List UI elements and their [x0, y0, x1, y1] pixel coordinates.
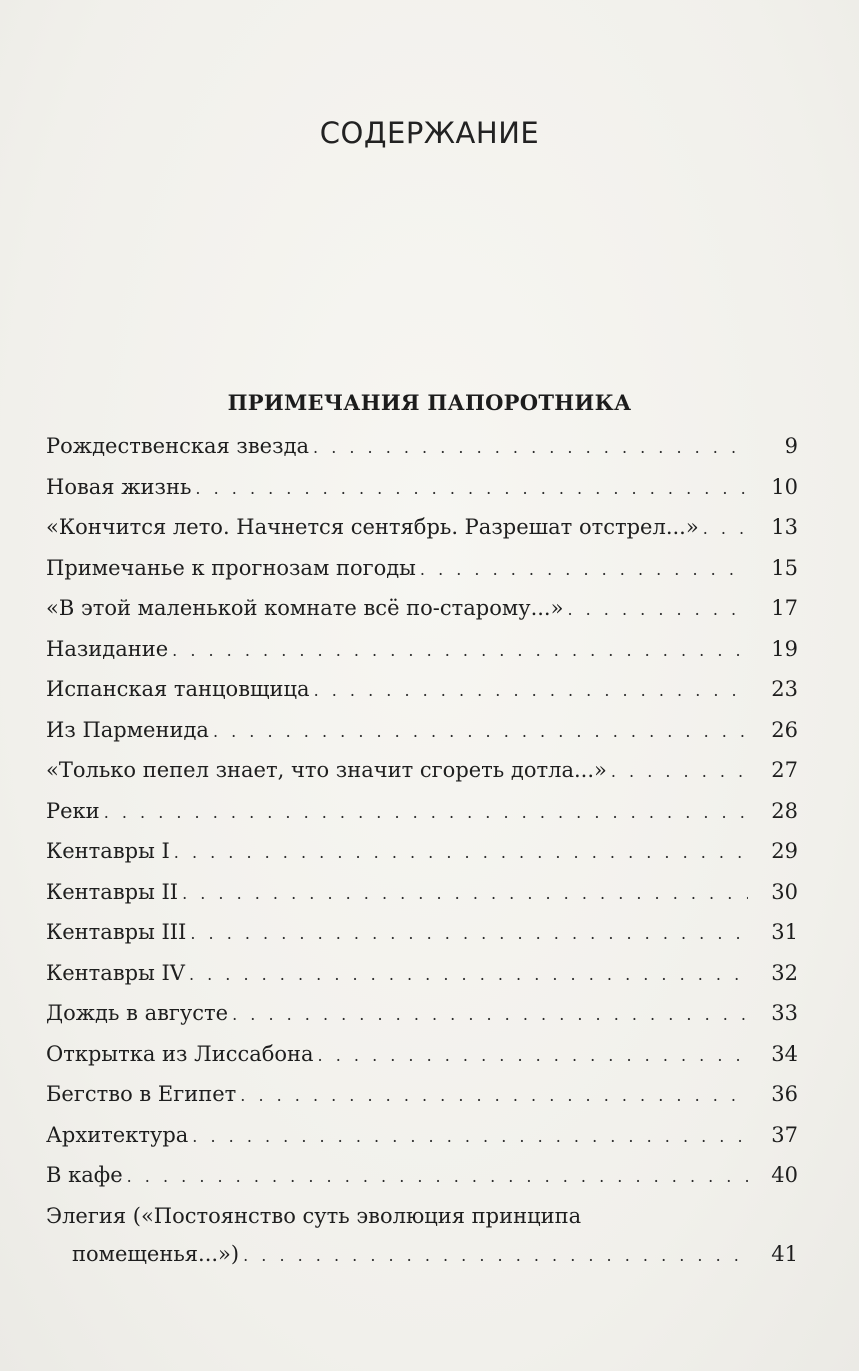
toc-entry-title-line1: Элегия («Постоянство суть эволюция принципа [46, 1203, 582, 1228]
toc-entry[interactable] [46, 669, 798, 710]
toc-entry-title: Открытка из Лиссабона [46, 1041, 314, 1066]
section-heading: ПРИМЕЧАНИЯ ПАПОРОТНИКА [227, 390, 632, 415]
toc-entry-page: 30 [771, 879, 798, 904]
dot-leader [314, 671, 748, 712]
toc-entry-page: 9 [784, 434, 798, 458]
toc-entry-page: 27 [771, 758, 798, 782]
dot-leader [190, 914, 748, 955]
toc-entry-page: 15 [771, 555, 798, 580]
toc-entry-page: 33 [771, 1001, 798, 1025]
dot-leader [127, 1157, 748, 1198]
dot-leader [420, 550, 748, 591]
toc-entry-page: 36 [771, 1082, 798, 1106]
toc-entry-title: Рождественская звезда [46, 434, 310, 458]
toc-entry[interactable] [46, 1115, 798, 1156]
toc-entry-title: Кентавры II [46, 879, 179, 904]
toc-entry-title: Испанская танцовщица [46, 677, 310, 701]
toc-entry-page: 26 [771, 717, 798, 742]
toc-entry[interactable] [46, 750, 798, 791]
toc-entry-page: 10 [771, 474, 798, 499]
toc-entry-page: 34 [771, 1041, 798, 1066]
toc-entry-title-line2: помещенья...») [72, 1241, 240, 1266]
toc-entry-title: Архитектура [46, 1122, 189, 1147]
toc-entry[interactable] [46, 629, 798, 670]
dot-leader [232, 995, 748, 1036]
toc-entry[interactable] [46, 993, 798, 1034]
toc-entry-title: Новая жизнь [46, 474, 192, 499]
toc-entry-title: Кентавры IV [46, 960, 185, 985]
toc-entry-page: 13 [771, 515, 798, 539]
toc-entry-title: «В этой маленькой комнате всё по-старому...» [46, 596, 564, 620]
toc-entry[interactable] [46, 1034, 798, 1075]
toc-entry[interactable] [46, 831, 798, 872]
toc-entry-title: Дождь в августе [46, 1001, 229, 1025]
toc-entry-multiline[interactable] [46, 1196, 798, 1272]
toc-entry-title: «Кончится лето. Начнется сентябрь. Разрешат отстрел...» [46, 515, 699, 539]
toc-entry-page: 23 [771, 677, 798, 701]
dot-leader [189, 955, 748, 996]
toc-entry-title: Кентавры III [46, 920, 187, 944]
toc-entry-title: Примечанье к прогнозам погоды [46, 555, 416, 580]
toc-entry-title: «Только пепел знает, что значит сгореть дотла...» [46, 758, 607, 782]
toc-entry[interactable] [46, 507, 798, 548]
dot-leader [611, 752, 748, 793]
dot-leader [567, 590, 748, 631]
toc-entry[interactable] [46, 953, 798, 994]
page-title: СОДЕРЖАНИЕ [319, 116, 540, 150]
toc-entry-title: Бегство в Египет [46, 1082, 237, 1106]
toc-entry-page: 41 [771, 1241, 798, 1266]
toc-entry-title: Из Парменида [46, 717, 209, 742]
toc-entry-page: 29 [771, 839, 798, 863]
toc-entry-title: Реки [46, 798, 100, 823]
dot-leader [174, 833, 748, 874]
toc-entry[interactable] [46, 710, 798, 751]
toc-entry-page: 37 [771, 1122, 798, 1147]
toc-entry-page: 31 [771, 920, 798, 944]
toc-entry-title: Назидание [46, 636, 169, 661]
toc-entry-page: 40 [771, 1163, 798, 1187]
dot-leader [313, 428, 748, 469]
table-of-contents [46, 426, 798, 1272]
toc-entry[interactable] [46, 467, 798, 508]
dot-leader [243, 1238, 748, 1274]
dot-leader [213, 712, 748, 753]
toc-entry-page: 19 [771, 636, 798, 661]
dot-leader [195, 469, 748, 510]
dot-leader [172, 631, 748, 672]
dot-leader [104, 793, 748, 834]
toc-entry-title: Кентавры I [46, 839, 170, 863]
toc-entry-page: 28 [771, 798, 798, 823]
toc-entry[interactable] [46, 588, 798, 629]
dot-leader [318, 1036, 748, 1077]
toc-entry-page: 32 [771, 960, 798, 985]
toc-entry[interactable] [46, 1155, 798, 1196]
toc-entry-title-line2-row [46, 1236, 798, 1272]
dot-leader [192, 1117, 748, 1158]
toc-entry[interactable] [46, 872, 798, 913]
toc-entry[interactable] [46, 791, 798, 832]
toc-entry[interactable] [46, 912, 798, 953]
toc-entry-title: В кафе [46, 1163, 123, 1187]
toc-entry[interactable] [46, 1074, 798, 1115]
toc-entry[interactable] [46, 426, 798, 467]
dot-leader [240, 1076, 748, 1117]
toc-entry-page: 17 [771, 596, 798, 620]
dot-leader [703, 509, 748, 550]
dot-leader [182, 874, 748, 915]
toc-entry[interactable] [46, 548, 798, 589]
